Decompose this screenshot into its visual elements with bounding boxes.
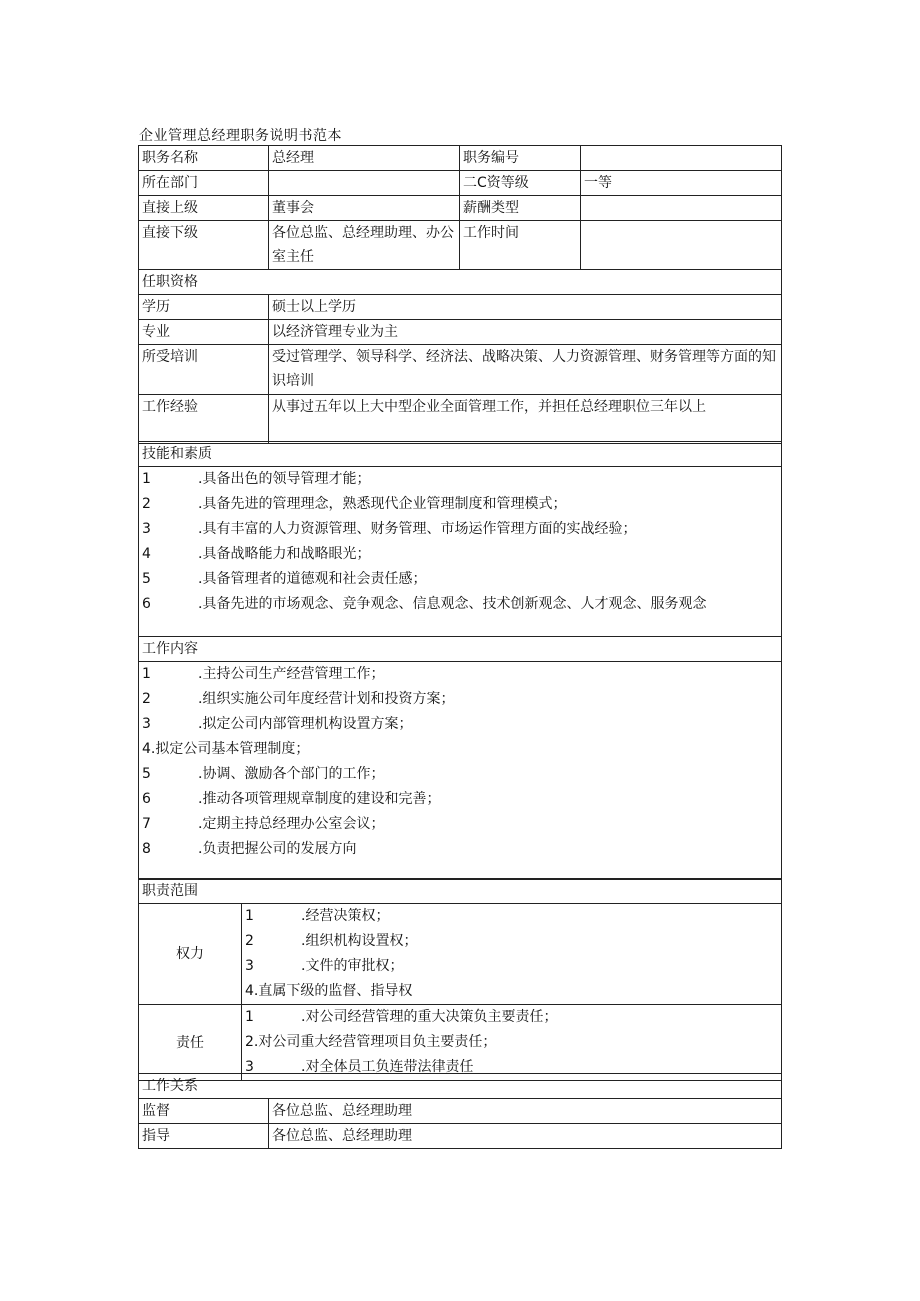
working-hours-value xyxy=(581,221,782,270)
list-item: 4 .拟定公司基本管理制度； xyxy=(142,741,310,757)
list-item: 6 .推动各项管理规章制度的建设和完善； xyxy=(142,791,441,807)
skills-table xyxy=(138,441,782,637)
list-item: 4 .直属下级的监督、指导权 xyxy=(245,983,413,999)
scope-table xyxy=(138,878,782,1081)
relations-table xyxy=(138,1073,782,1149)
qualifications-heading: 任职资格 xyxy=(139,270,782,295)
guide-value: 各位总监、总经理助理 xyxy=(269,1124,782,1149)
job-code-value xyxy=(581,146,782,171)
direct-subordinates-label: 直接下级 xyxy=(139,221,269,270)
list-item: 1 .经营决策权； xyxy=(245,908,390,924)
education-label: 学历 xyxy=(139,295,269,320)
list-item: 1 .主持公司生产经营管理工作； xyxy=(142,666,385,682)
supervise-value: 各位总监、总经理助理 xyxy=(269,1099,782,1124)
major-value: 以经济管理专业为主 xyxy=(269,320,782,345)
responsibility-label: 责任 xyxy=(139,1005,242,1081)
list-item: 1 .对公司经营管理的重大决策负主要责任； xyxy=(245,1009,558,1025)
major-label: 专业 xyxy=(139,320,269,345)
direct-superior-label: 直接上级 xyxy=(139,196,269,221)
qualifications-table xyxy=(138,269,782,444)
document-title: 企业管理总经理职务说明书范本 xyxy=(139,128,342,144)
salary-type-label: 薪酬类型 xyxy=(460,196,581,221)
list-item: 3 .拟定公司内部管理机构设置方案； xyxy=(142,716,413,732)
pay-grade-label: 二C资等级 xyxy=(460,171,581,196)
list-item: 2 .对公司重大经营管理项目负主要责任； xyxy=(245,1034,497,1050)
relations-heading: 工作关系 xyxy=(139,1074,782,1099)
list-item: 5 .协调、激励各个部门的工作； xyxy=(142,766,385,782)
list-item: 2 .具备先进的管理理念，熟悉现代企业管理制度和管理模式； xyxy=(142,496,567,512)
responsibility-list xyxy=(242,1005,782,1081)
salary-type-value xyxy=(581,196,782,221)
list-item: 2 .组织实施公司年度经营计划和投资方案； xyxy=(142,691,455,707)
job-code-label: 职务编号 xyxy=(460,146,581,171)
training-value: 受过管理学、领导科学、经济法、战略决策、人力资源管理、财务管理等方面的知识培训 xyxy=(269,345,782,395)
guide-label: 指导 xyxy=(139,1124,269,1149)
list-item: 3 .文件的审批权； xyxy=(245,958,404,974)
supervise-label: 监督 xyxy=(139,1099,269,1124)
list-item: 6 .具备先进的市场观念、竞争观念、信息观念、技术创新观念、人才观念、服务观念 xyxy=(142,596,707,612)
job-title-value: 总经理 xyxy=(269,146,460,171)
scope-heading: 职责范围 xyxy=(139,879,782,904)
list-item: 3 .对全体员工负连带法律责任 xyxy=(245,1059,474,1075)
duties-table xyxy=(138,636,782,880)
duties-list xyxy=(139,662,782,880)
experience-value: 从事过五年以上大中型企业全面管理工作，并担任总经理职位三年以上 xyxy=(269,395,782,444)
direct-superior-value: 董事会 xyxy=(269,196,460,221)
department-label: 所在部门 xyxy=(139,171,269,196)
list-item: 3 .具有丰富的人力资源管理、财务管理、市场运作管理方面的实战经验； xyxy=(142,521,637,537)
pay-grade-value: 一等 xyxy=(581,171,782,196)
list-item: 2 .组织机构设置权； xyxy=(245,933,418,949)
department-value xyxy=(269,171,460,196)
list-item: 4 .具备战略能力和战略眼光； xyxy=(142,546,371,562)
list-item: 1 .具备出色的领导管理才能； xyxy=(142,471,371,487)
working-hours-label: 工作时间 xyxy=(460,221,581,270)
list-item: 5 .具备管理者的道德观和社会责任感； xyxy=(142,571,427,587)
power-label: 权力 xyxy=(139,904,242,1005)
duties-heading: 工作内容 xyxy=(139,637,782,662)
skills-heading: 技能和素质 xyxy=(139,442,782,467)
education-value: 硕士以上学历 xyxy=(269,295,782,320)
training-label: 所受培训 xyxy=(139,345,269,395)
skills-list xyxy=(139,467,782,637)
list-item: 8 .负责把握公司的发展方向 xyxy=(142,841,357,857)
header-info-table xyxy=(138,145,782,270)
experience-label: 工作经验 xyxy=(139,395,269,444)
job-title-label: 职务名称 xyxy=(139,146,269,171)
list-item: 7 .定期主持总经理办公室会议； xyxy=(142,816,385,832)
power-list xyxy=(242,904,782,1005)
direct-subordinates-value: 各位总监、总经理助理、办公室主任 xyxy=(269,221,460,270)
